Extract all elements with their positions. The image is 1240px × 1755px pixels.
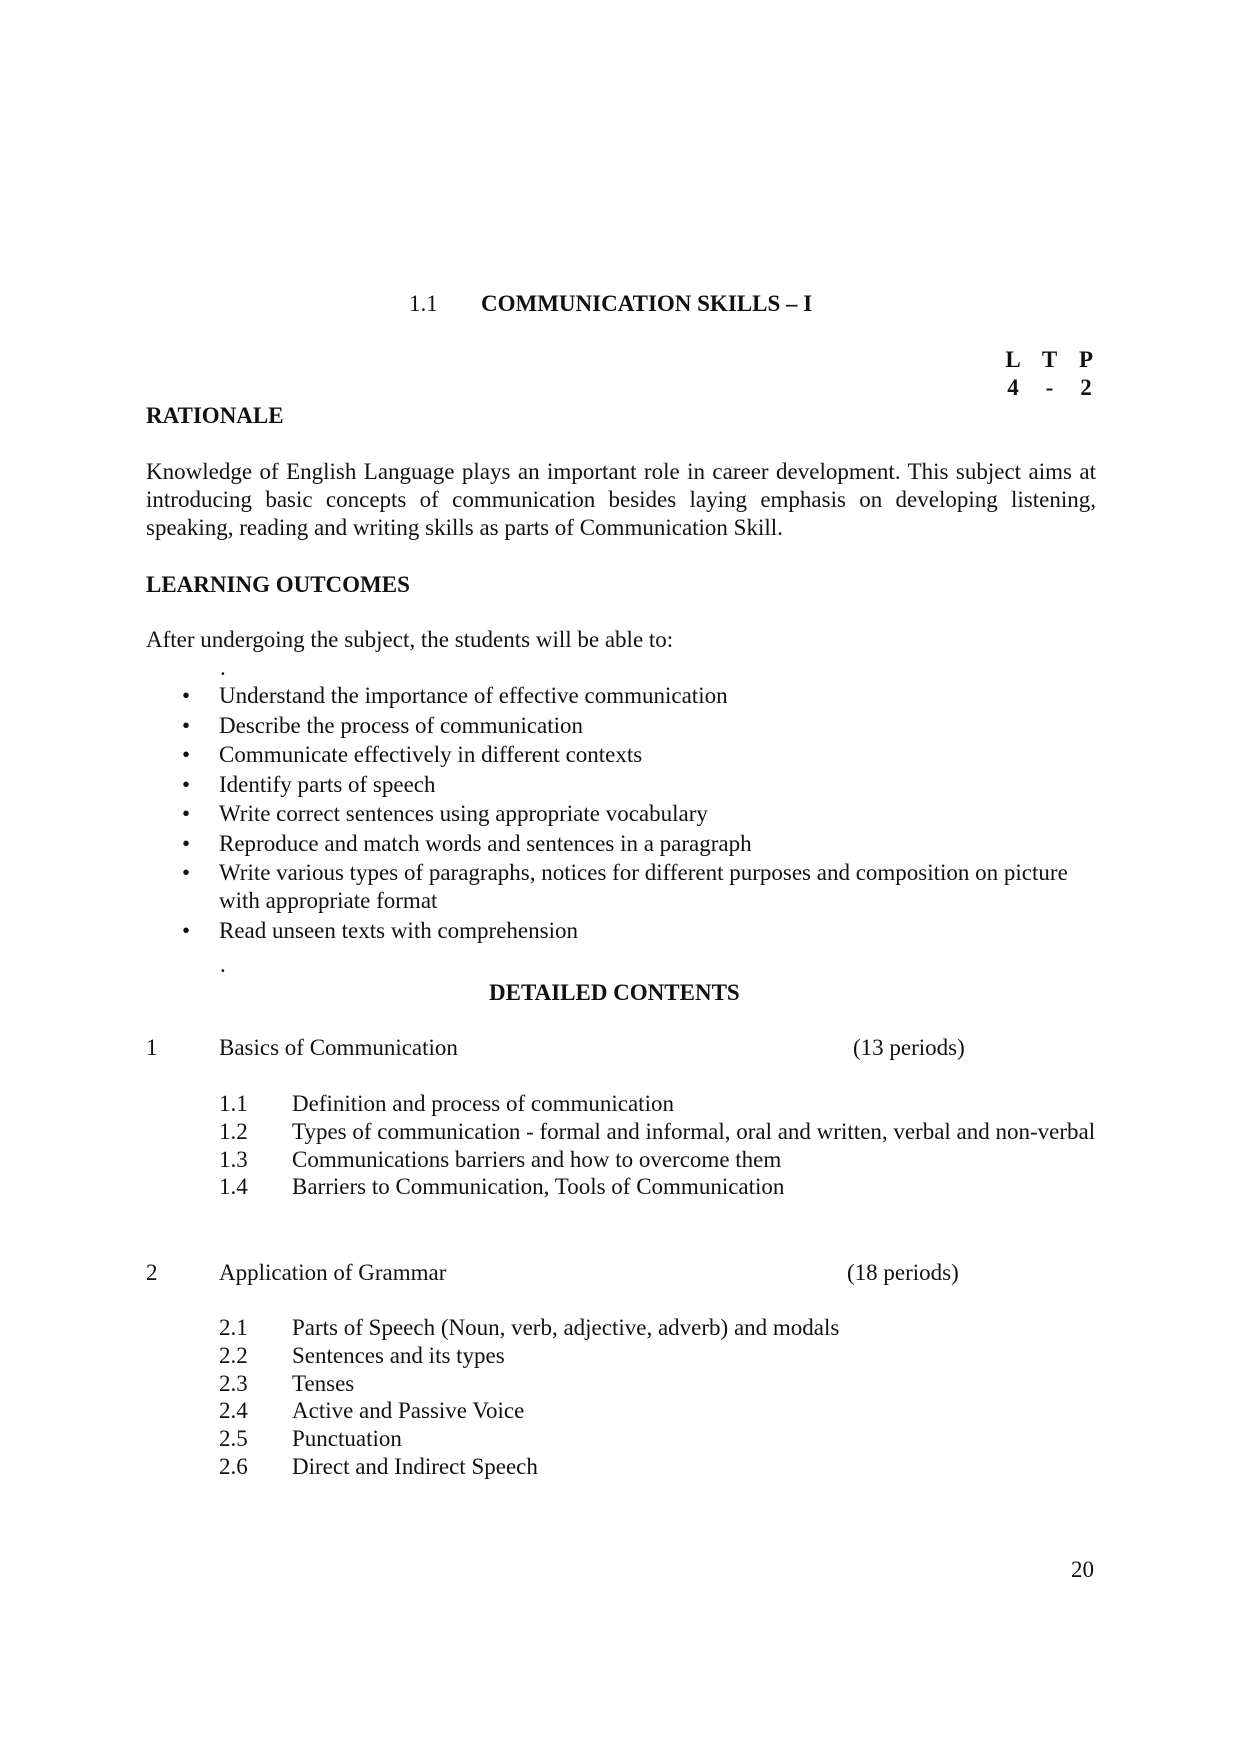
unit-number: 1: [146, 1035, 158, 1060]
bullet-icon: •: [182, 742, 191, 767]
topic-item: [219, 1118, 1099, 1146]
topic-text: Sentences and its types: [292, 1342, 505, 1368]
topic-text: Parts of Speech (Noun, verb, adjective, adverb) and modals: [292, 1315, 840, 1340]
topic-text: Types of communication - formal and informal, oral and written, verbal and non-verbal: [292, 1118, 1096, 1144]
topic-text: Definition and process of communication: [292, 1091, 674, 1116]
ltp-value-l: 4: [1007, 375, 1019, 400]
list-item-text: Write correct sentences using appropriate vocabulary: [219, 801, 708, 826]
list-item: [180, 800, 1100, 828]
page-number: 20: [1071, 1557, 1094, 1582]
topic-number: 2.5: [219, 1426, 248, 1452]
unit-periods: (18 periods): [847, 1260, 959, 1285]
rationale-paragraph: Knowledge of English Language plays an important role in career development. This subject aims at introducing basic concepts of communication besides laying emphasis on developing listening, speaking, reading and writing skills as parts of Communication Skill.: [146, 459, 1096, 540]
separator-dot: .: [220, 655, 226, 680]
ltp-table: [1001, 346, 1098, 402]
list-item: [180, 712, 1100, 740]
unit-name: Application of Grammar: [219, 1260, 447, 1285]
topic-number: 2.2: [219, 1342, 248, 1368]
topic-number: 1.4: [219, 1174, 248, 1200]
bullet-icon: •: [182, 683, 191, 708]
topic-item: [219, 1370, 1099, 1398]
topic-number: 2.4: [219, 1398, 248, 1424]
topic-text: Communications barriers and how to overcome them: [292, 1146, 782, 1172]
topic-item: [219, 1453, 1099, 1481]
learning-outcomes-heading: LEARNING OUTCOMES: [146, 572, 410, 597]
bullet-icon: •: [182, 801, 191, 826]
list-item-text: Reproduce and match words and sentences in a paragraph: [219, 830, 752, 856]
topic-item: [219, 1314, 1099, 1342]
list-item-text: Write various types of paragraphs, notices for different purposes and composition on picture with appropriate format: [219, 860, 1068, 913]
unit-periods: (13 periods): [853, 1035, 965, 1060]
list-item-text: Communicate effectively in different contexts: [219, 742, 643, 767]
ltp-labels-row: [1001, 346, 1098, 374]
list-item-text: Identify parts of speech: [219, 771, 436, 797]
topic-item: [219, 1173, 1099, 1201]
list-item: [180, 771, 1100, 799]
ltp-label-p: P: [1078, 347, 1094, 372]
list-item: [180, 917, 1100, 945]
ltp-label-l: L: [1005, 347, 1021, 372]
learning-outcomes-list: [180, 682, 1100, 946]
list-item: [180, 741, 1100, 769]
topic-text: Direct and Indirect Speech: [292, 1453, 538, 1479]
rationale-heading: RATIONALE: [146, 403, 284, 428]
list-item-text: Understand the importance of effective communication: [219, 683, 728, 708]
list-item: [180, 830, 1100, 858]
topic-text: Active and Passive Voice: [292, 1398, 525, 1424]
topic-text: Tenses: [292, 1370, 355, 1396]
topic-number: 2.6: [219, 1453, 248, 1479]
topic-item: [219, 1146, 1099, 1174]
section-number: 1.1: [409, 291, 438, 316]
list-item-text: Read unseen texts with comprehension: [219, 917, 578, 943]
unit-name: Basics of Communication: [219, 1035, 458, 1060]
topic-number: 2.1: [219, 1315, 248, 1340]
unit-1-topics: [219, 1090, 1099, 1201]
topic-number: 1.1: [219, 1091, 248, 1116]
bullet-icon: •: [182, 712, 191, 738]
topic-item: [219, 1397, 1099, 1425]
list-item-text: Describe the process of communication: [219, 712, 584, 738]
bullet-icon: •: [182, 860, 191, 885]
bullet-icon: •: [182, 917, 191, 943]
unit-number: 2: [146, 1260, 158, 1285]
topic-text: Punctuation: [292, 1426, 402, 1452]
page-title: COMMUNICATION SKILLS – I: [481, 291, 813, 316]
ltp-values-row: [1001, 374, 1098, 402]
unit-2-topics: [219, 1314, 1099, 1481]
topic-text: Barriers to Communication, Tools of Communication: [292, 1174, 785, 1200]
list-item: [180, 682, 1100, 710]
topic-item: [219, 1425, 1099, 1453]
separator-dot: .: [220, 952, 226, 977]
ltp-value-t: -: [1045, 375, 1054, 400]
topic-item: [219, 1342, 1099, 1370]
topic-number: 2.3: [219, 1370, 248, 1396]
bullet-icon: •: [182, 830, 191, 856]
detailed-contents-heading: DETAILED CONTENTS: [489, 980, 740, 1005]
ltp-value-p: 2: [1080, 375, 1092, 400]
ltp-label-t: T: [1041, 347, 1058, 372]
topic-item: [219, 1090, 1099, 1118]
topic-number: 1.3: [219, 1146, 248, 1172]
topic-number: 1.2: [219, 1118, 248, 1144]
bullet-icon: •: [182, 771, 191, 797]
list-item: [180, 859, 1099, 915]
learning-outcomes-intro: After undergoing the subject, the students will be able to:: [146, 627, 674, 652]
